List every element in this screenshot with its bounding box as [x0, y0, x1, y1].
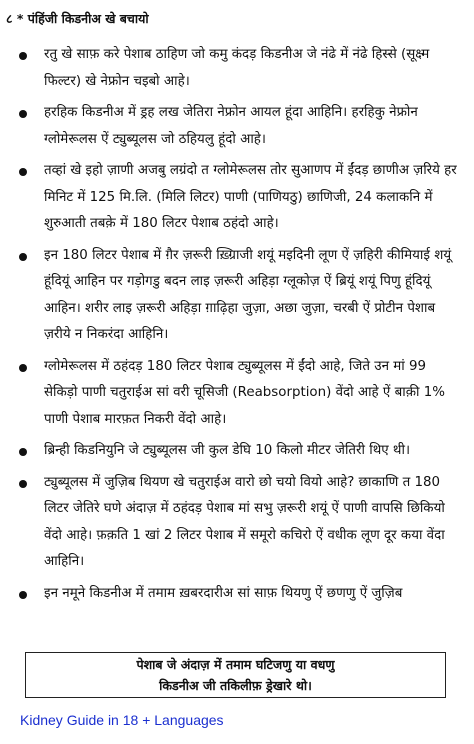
bullet-icon — [19, 480, 27, 488]
highlight-line-2: किडनीअ जी तकिलीफ़ ड्रेखारे थो। — [159, 678, 312, 693]
list-item-text: ट्युब्यूलस में जुज़िब थियण खे चतुराईअ वारो छो चयो वियो आहे? छाकाणि त 180 लिटर जेतिरे घणे अंदाज़ में ठहंदड़ पेशाब मां सभु ज़रूरी शयूं ऐं पाणी वापसि छिकियो वेंदो आहे। फ़क़ति 1 खां 2 लिटर पेशाब में समूरो कचिरो ऐं वधीक लूण दूर कया वेंदा आहिनि। — [44, 474, 445, 569]
chapter-title: पंहिंजी किडनीअ खे बचायो — [27, 11, 149, 26]
bullet-list — [0, 42, 474, 612]
page-number: ८ — [6, 11, 13, 26]
highlight-box — [25, 652, 446, 698]
footer-link[interactable]: Kidney Guide in 18 + Languages — [20, 712, 224, 728]
list-item-text: तव्हां खे इहो ज़ाणी अजबु लग्रंदो त ग्लोमेरूलस तोर सुआणप में ईंदड़ छाणीअ ज़रिये हर मिनिट में 125 मि.लि. (मिलि लिटर) पाणी (पाणियठु) छाणिजी, 24 कलाकनि में शुरुआती तबक़े में 180 लिटर पेशाब ठहंदो आहे। — [44, 163, 457, 231]
list-item-text: इन नमूने किडनीअ में तमाम ख़बरदारीअ सां साफ़ थियणु ऐं छणणु ऐं जुज़िब — [44, 585, 403, 601]
highlight-line-1: पेशाब जे अंदाज़ में तमाम घटिजणु या वधणु — [136, 657, 335, 672]
list-item — [0, 243, 474, 349]
bullet-icon — [19, 591, 27, 599]
bullet-icon — [19, 168, 27, 176]
bullet-icon — [19, 253, 27, 261]
list-item-text: रतु खे साफ़ करे पेशाब ठाहिण जो कमु कंदड़ किडनीअ जे नंढे में नंढे हिस्से (सूक्ष्म फिल्टर) खे नेफ्रोन चइबो आहे। — [44, 47, 430, 89]
bullet-icon — [19, 110, 27, 118]
bullet-icon — [19, 364, 27, 372]
bullet-icon — [19, 52, 27, 60]
list-item-text: हरहिक किडनीअ में ड्रह लख जेतिरा नेफ्रोन आयल हूंदा आहिनि। हरहिकु नेफ्रोन ग्लोमेरूलस ऐं ट्युब्यूलस जो ठहियलु हूंदो आहे। — [44, 105, 418, 147]
list-item — [0, 354, 474, 434]
list-item — [0, 158, 474, 238]
list-item — [0, 581, 474, 608]
list-item — [0, 100, 474, 153]
list-item-text: इन 180 लिटर पेशाब में ग़ैर ज़रूरी ख़्ग्रिाजी शयूं मइदिनी लूण ऐं ज़हिरी कीमियाई शयूं हूंदियूं आहिन पर गड़ोगडु बदन लाइ ज़रूरी अहिड़ा ग्लूकोज़ ऐं ब्रियूं शयूं पिणु हूंदियूं आहिन। शरीर लाइ ज़रूरी अहिड़ा ग़ाढ़िहा जुज़ा, अछा जुज़ा, चरबी ऐं प्रोटीन पेशाब ज़रीये न निकरंदा आहिनि। — [44, 247, 452, 342]
list-item — [0, 438, 474, 465]
bullet-icon — [19, 448, 27, 456]
header-star: * — [16, 11, 24, 26]
list-item-text: ग्लोमेरूलस में ठहंदड़ 180 लिटर पेशाब ट्युब्यूलस में ईंदो आहे, जिते उन मां 99 सेकिड़ो पाणी चतुराईअ सां वरी चूसिजी (Reabsorption) वेंदो आहे ऐं बाक़ी 1% पाणी पेशाब मारफ़त निकरी वेंदो आहे। — [44, 358, 445, 427]
list-item — [0, 42, 474, 95]
list-item — [0, 470, 474, 576]
list-item-text: ब्रिन्ही किडनियुनि जे ट्युब्यूलस जी कुल डेघि 10 किलो मीटर जेतिरी थिए थी। — [44, 443, 411, 458]
page-header — [6, 10, 149, 27]
